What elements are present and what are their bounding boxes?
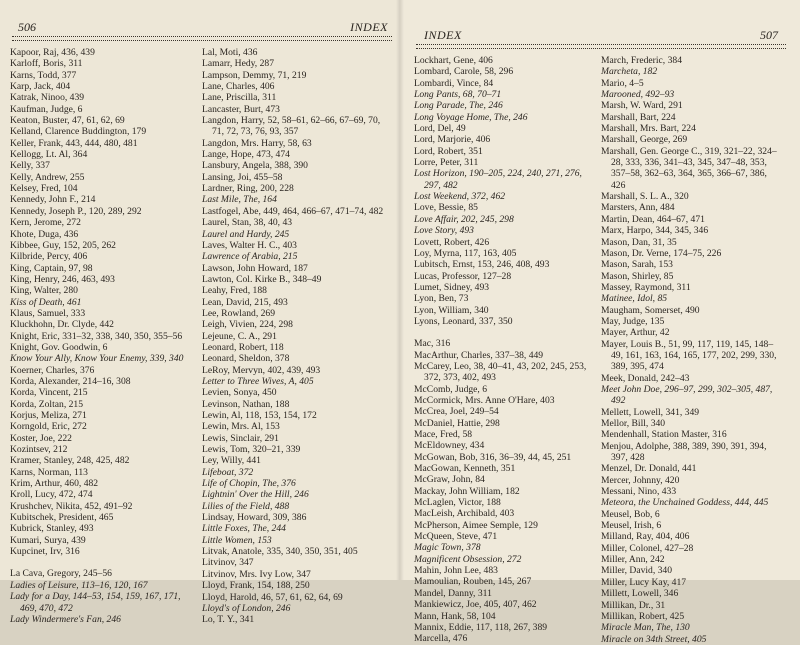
index-entry: Korda, Vincent, 215 [10,387,88,399]
index-entry: May, Judge, 135 [601,315,665,327]
index-entry: Menjou, Adolphe, 388, 389, 390, 391, 394, 397, 428 [601,440,769,464]
index-entry: McDaniel, Hattie, 298 [414,417,500,429]
index-entry: Lewis, Sinclair, 291 [202,432,279,444]
index-entry: Lockhart, Gene, 406 [414,55,493,66]
index-entry: Laurel and Hardy, 245 [202,228,290,240]
index-entry: Lord, Robert, 351 [414,145,483,157]
index-entry: Marcella, 476 [414,633,468,645]
index-entry: Magnificent Obsession, 272 [414,553,522,565]
index-entry: Karns, Todd, 377 [10,69,77,81]
index-entry: Lifeboat, 372 [202,466,254,478]
index-entry: Messani, Nino, 433 [601,486,677,498]
index-entry: Karloff, Boris, 311 [10,58,83,70]
index-entry: MacArthur, Charles, 337–38, 449 [414,349,544,361]
index-entry: Milland, Ray, 404, 406 [601,531,690,543]
index-entry: McGowan, Bob, 316, 36–39, 44, 45, 251 [414,451,572,463]
index-entry: Kozintsev, 212 [10,444,68,456]
index-entry: Keaton, Buster, 47, 61, 62, 69 [10,115,125,127]
index-entry: Kiss of Death, 461 [10,296,82,308]
index-entry: Miracle on 34th Street, 405 [601,633,707,645]
index-entry: Lovett, Robert, 426 [414,236,490,248]
index-entry: Long Parade, The, 246 [414,100,503,112]
index-entry: Leonard, Robert, 118 [202,341,284,353]
index-entry: Leigh, Vivien, 224, 298 [202,319,293,331]
index-entry: Meek, Donald, 242–43 [601,372,690,384]
index-entry: Long Voyage Home, The, 246 [414,111,528,123]
index-entry: Khote, Duga, 436 [10,228,79,240]
index-entry: Lange, Hope, 473, 474 [202,149,290,161]
index-entry: Menzel, Dr. Donald, 441 [601,463,697,475]
index-entry: Little Foxes, The, 244 [202,523,286,535]
index-entry: Magic Town, 378 [414,542,481,554]
index-entry: Mason, Shirley, 85 [601,270,674,282]
index-entry: Lyon, William, 340 [414,304,489,316]
index-entry: Lyon, Ben, 73 [414,293,469,305]
index-entry: Kennedy, Joseph P., 120, 289, 292 [10,205,142,217]
index-entry: Lo, T. Y., 341 [202,614,255,626]
index-entry: Mellor, Bill, 340 [601,418,666,429]
index-entry: Meusel, Bob, 6 [601,508,660,520]
index-entry: Kennedy, John F., 214 [10,194,96,206]
index-entry: Kibbee, Guy, 152, 205, 262 [10,239,116,251]
index-entry: Laurel, Stan, 38, 40, 43 [202,217,293,229]
index-entry: Marsh, W. Ward, 291 [601,100,683,112]
index-entry: Marsters, Ann, 484 [601,202,675,214]
index-entry: Mackay, John William, 182 [414,485,520,497]
index-entry: McEldowney, 434 [414,440,485,452]
index-column [601,55,788,645]
index-entry: King, Henry, 246, 463, 493 [10,273,115,285]
index-entry: Know Your Ally, Know Your Enemy, 339, 340 [10,353,184,365]
index-entry: Mayer, Louis B., 51, 99, 117, 119, 145, 148–49, 161, 163, 164, 165, 177, 202, 299, 330, 389, 395, 474 [601,338,779,373]
left-page [0,0,400,626]
index-entry: Lastfogel, Abe, 449, 464, 466–67, 471–74, 482 [202,205,384,217]
index-column [10,47,202,626]
left-page-number: 506 [18,20,36,34]
index-section-gap [414,327,595,338]
index-entry: Lansbury, Angela, 388, 390 [202,160,308,172]
index-entry: Kroll, Lucy, 472, 474 [10,489,93,501]
index-entry: Lawson, John Howard, 187 [202,262,308,274]
index-entry: Mario, 4–5 [601,77,644,89]
index-entry: Ley, Willy, 441 [202,455,261,467]
index-entry: McComb, Judge, 6 [414,383,488,395]
index-entry: Lucas, Professor, 127–28 [414,270,512,282]
index-entry: Lady Windermere's Fan, 246 [10,613,121,625]
index-entry: McLaglen, Victor, 188 [414,497,501,509]
index-entry: Levinson, Nathan, 188 [202,398,290,410]
index-entry: Loy, Myrna, 117, 163, 405 [414,247,517,259]
index-entry: La Cava, Gregory, 245–56 [10,568,112,580]
index-entry: Knight, Eric, 331–32, 338, 340, 350, 355–56 [10,330,183,342]
index-entry: McPherson, Aimee Semple, 129 [414,519,538,531]
index-entry: McCrea, Joel, 249–54 [414,406,499,418]
left-header-rule [12,36,392,41]
index-entry: Mace, Fred, 58 [414,429,473,440]
index-entry: Lombardi, Vince, 84 [414,77,494,89]
index-entry: Kern, Jerome, 272 [10,217,81,229]
index-entry: Meteora, the Unchained Goddess, 444, 445 [601,497,769,509]
index-entry: Lloyd's of London, 246 [202,602,291,614]
index-entry: Last Mile, The, 164 [202,194,277,206]
index-entry: Miracle Man, The, 130 [601,622,690,634]
index-entry: Karns, Norman, 113 [10,466,88,478]
index-entry: LeRoy, Mervyn, 402, 439, 493 [202,364,321,376]
index-entry: Love Story, 493 [414,225,474,237]
index-entry: Kubitschek, President, 465 [10,512,114,524]
index-entry: Miller, Colonel, 427–28 [601,542,694,554]
index-entry: Lewin, Al, 118, 153, 154, 172 [202,410,317,421]
index-entry: McGraw, John, 84 [414,474,485,486]
index-entry: Long Pants, 68, 70–71 [414,89,502,101]
index-entry: Katrak, Ninoo, 439 [10,92,85,104]
index-entry: Lejeune, C. A., 291 [202,330,277,342]
index-entry: Martin, Dean, 464–67, 471 [601,213,705,225]
index-entry: Little Women, 153 [202,534,272,546]
index-entry: Lindsay, Howard, 309, 386 [202,512,307,524]
index-entry: Lane, Charles, 406 [202,81,275,93]
index-entry: Kaufman, Judge, 6 [10,103,83,115]
right-page-number: 507 [760,28,778,42]
right-header-title: INDEX [424,28,462,42]
index-entry: Korda, Alexander, 214–16, 308 [10,375,131,387]
index-entry: Love, Bessie, 85 [414,202,478,214]
index-entry: Mannix, Eddie, 117, 118, 267, 389 [414,621,548,633]
index-entry: Keller, Frank, 443, 444, 480, 481 [10,137,138,149]
index-entry: Lombard, Carole, 58, 296 [414,66,514,78]
index-entry: Lewis, Tom, 320–21, 339 [202,444,301,456]
index-entry: McCarey, Leo, 38, 40–41, 43, 202, 245, 253, 372, 373, 402, 493 [414,360,589,384]
index-entry: Kilbride, Percy, 406 [10,251,88,263]
index-entry: Maugham, Somerset, 490 [601,304,700,316]
index-entry: MacGowan, Kenneth, 351 [414,463,516,475]
index-entry: Mankiewicz, Joe, 405, 407, 462 [414,599,537,611]
index-entry: Kelland, Clarence Buddington, 179 [10,126,147,138]
book-gutter [396,0,404,580]
index-entry: Leahy, Fred, 188 [202,285,267,297]
index-entry: Langdon, Harry, 52, 58–61, 62–66, 67–69, 70, 71, 72, 73, 76, 93, 357 [202,115,383,138]
index-entry: Matinee, Idol, 85 [601,293,668,305]
index-entry: Millett, Lowell, 346 [601,588,679,600]
index-entry: Lady for a Day, 144–53, 154, 159, 167, 171, 469, 470, 472 [10,591,183,614]
index-entry: Lorre, Peter, 311 [414,157,479,169]
index-entry: Langdon, Mrs. Harry, 58, 63 [202,137,312,149]
index-entry: Marshall, Mrs. Bart, 224 [601,123,696,135]
index-entry: Korda, Zoltan, 215 [10,398,84,410]
index-entry: Kupcinet, Irv, 316 [10,546,80,558]
index-entry: Knight, Gov. Goodwin, 6 [10,341,108,353]
index-entry: Lane, Priscilla, 311 [202,92,277,104]
index-entry: Massey, Raymond, 311 [601,281,691,293]
index-entry: Lost Horizon, 190–205, 224, 240, 271, 276, 297, 482 [414,168,585,191]
index-entry: Mendenhall, Station Master, 316 [601,429,727,441]
index-entry: Karp, Jack, 404 [10,81,71,93]
index-entry: Kelly, Andrew, 255 [10,171,85,183]
index-entry: Lawrence of Arabia, 215 [202,251,298,263]
index-column [414,55,601,645]
index-entry: Lardner, Ring, 200, 228 [202,183,294,195]
right-header-rule [416,44,786,49]
index-entry: Mercer, Johnny, 420 [601,474,680,486]
index-entry: Kubrick, Stanley, 493 [10,523,94,535]
index-entry: Kelly, 337 [10,160,50,172]
index-entry: Marooned, 492–93 [601,89,675,101]
index-entry: Kellogg, Lt. Al, 364 [10,149,88,161]
index-entry: Lamarr, Hedy, 287 [202,58,274,70]
index-entry: Ladies of Leisure, 113–16, 120, 167 [10,579,148,591]
index-entry: Kapoor, Raj, 436, 439 [10,47,95,58]
right-page-columns [414,55,788,645]
index-entry: Lancaster, Burt, 473 [202,103,280,115]
index-entry: Koerner, Charles, 376 [10,364,95,376]
index-entry: Lee, Rowland, 269 [202,307,276,319]
index-entry: Lloyd, Frank, 154, 188, 250 [202,580,310,592]
index-entry: Life of Chopin, The, 376 [202,478,296,490]
index-entry: Marcheta, 182 [601,66,658,78]
index-entry: Lyons, Leonard, 337, 350 [414,315,513,327]
index-entry: Meusel, Irish, 6 [601,520,662,532]
index-entry: Lean, David, 215, 493 [202,296,288,308]
index-entry: Korjus, Meliza, 271 [10,410,87,421]
index-entry: Laves, Walter H. C., 403 [202,239,297,251]
index-entry: Letter to Three Wives, A, 405 [202,375,314,387]
index-entry: Mamoulian, Rouben, 145, 267 [414,576,532,588]
index-entry: Miller, David, 340 [601,565,673,577]
index-entry: Marshall, S. L. A., 320 [601,191,689,203]
index-entry: Mason, Dan, 31, 35 [601,236,677,248]
index-entry: Korngold, Eric, 272 [10,421,87,433]
index-entry: Lost Weekend, 372, 462 [414,191,506,203]
index-entry: Kumari, Surya, 439 [10,534,86,546]
left-page-header [10,20,394,36]
right-page [400,0,800,645]
index-entry: Krushchev, Nikita, 452, 491–92 [10,500,133,512]
index-entry: Kramer, Stanley, 248, 425, 482 [10,455,130,467]
index-entry: Lal, Moti, 436 [202,47,258,58]
index-entry: Kluckhohn, Dr. Clyde, 442 [10,319,114,331]
index-entry: Kelsey, Fred, 104 [10,183,78,195]
index-entry: Mann, Hank, 58, 104 [414,610,496,622]
index-entry: Krim, Arthur, 460, 482 [10,478,99,490]
index-entry: Marshall, George, 269 [601,134,688,146]
index-entry: Mac, 316 [414,338,451,350]
index-entry: Leonard, Sheldon, 378 [202,353,290,365]
index-entry: Millikan, Dr., 31 [601,599,666,611]
index-entry: Levien, Sonya, 450 [202,387,277,399]
left-header-title: INDEX [350,20,388,34]
index-entry: Mandel, Danny, 311 [414,587,492,599]
index-entry: McQueen, Steve, 471 [414,531,498,543]
left-page-columns [10,47,394,626]
index-entry: Marx, Harpo, 344, 345, 346 [601,225,709,237]
index-entry: Mason, Dr. Verne, 174–75, 226 [601,247,722,259]
index-entry: March, Frederic, 384 [601,55,682,66]
index-entry: Lightnin' Over the Hill, 246 [202,489,309,501]
index-section-gap [10,557,196,568]
right-page-header [414,28,788,44]
index-entry: Marshall, Bart, 224 [601,111,676,123]
index-entry: Marshall, Gen. George C., 319, 321–22, 324–28, 333, 336, 341–43, 345, 347–48, 353, 357–58, 362–63, 364, 365, 366–67, 386, 426 [601,145,777,191]
index-entry: Litvinov, Mrs. Ivy Low, 347 [202,568,311,580]
index-entry: Lubitsch, Ernst, 153, 246, 408, 493 [414,259,550,271]
index-entry: MacLeish, Archibald, 403 [414,508,515,520]
index-entry: Lansing, Joi, 455–58 [202,171,283,183]
index-entry: Lumet, Sidney, 493 [414,281,490,293]
index-entry: Mellett, Lowell, 341, 349 [601,406,700,418]
index-column [202,47,394,626]
index-entry: Lewin, Mrs. Al, 153 [202,421,280,433]
index-entry: Lord, Marjorie, 406 [414,134,491,146]
index-entry: Mayer, Arthur, 42 [601,327,670,339]
index-entry: Klaus, Samuel, 333 [10,307,86,319]
index-entry: McCormick, Mrs. Anne O'Hare, 403 [414,394,555,406]
index-entry: Love Affair, 202, 245, 298 [414,213,514,225]
index-entry: Lord, Del, 49 [414,123,466,135]
index-entry: Lawton, Col. Kirke B., 348–49 [202,273,322,285]
index-entry: King, Captain, 97, 98 [10,262,93,274]
index-entry: Mahin, John Lee, 483 [414,565,498,577]
index-entry: Meet John Doe, 296–97, 299, 302–305, 487, 492 [601,383,775,407]
index-entry: Litvinov, 347 [202,557,254,569]
index-entry: Koster, Joe, 222 [10,432,72,444]
index-entry: Lilies of the Field, 488 [202,500,290,512]
index-entry: Miller, Lucy Kay, 417 [601,576,687,588]
index-entry: Miller, Ann, 242 [601,554,665,566]
index-entry: Millikan, Robert, 425 [601,610,685,622]
index-entry: Litvak, Anatole, 335, 340, 350, 351, 405 [202,546,358,558]
index-entry: Lampson, Demmy, 71, 219 [202,69,307,81]
index-entry: Mason, Sarah, 153 [601,259,673,271]
index-entry: King, Walter, 280 [10,285,78,297]
index-entry: Lloyd, Harold, 46, 57, 61, 62, 64, 69 [202,591,343,603]
